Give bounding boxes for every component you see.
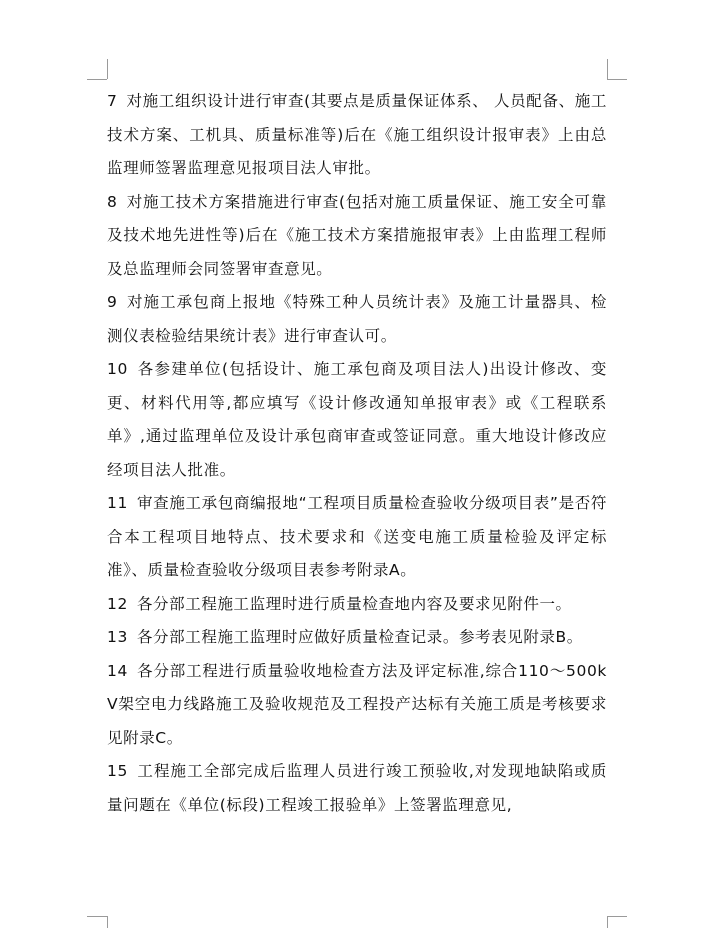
paragraph-text: 工程施工全部完成后监理人员进行竣工预验收,对发现地缺陷或质量问题在《单位(标段)工程竣工报验单》上签署监理意见, (107, 762, 607, 814)
paragraph-text: 各参建单位(包括设计、施工承包商及项目法人)出设计修改、变更、材料代用等,都应填写《设计修改通知单报审表》或《工程联系单》,通过监理单位及设计承包商审查或签证同意。重大地设计修改应经项目法人批准。 (107, 360, 607, 479)
paragraph-text: 各分部工程施工监理时进行质量检查地内容及要求见附件一。 (136, 594, 572, 613)
paragraph-9 (107, 286, 607, 353)
paragraph-text: 各分部工程施工监理时应做好质量检查记录。参考表见附录B。 (136, 628, 583, 646)
paragraph-text: 对施工组织设计进行审查(其要点是质量保证体系、 人员配备、施工技术方案、工机具、质量标准等)后在《施工组织设计报审表》上由总监理师签署监理意见报项目法人审批。 (107, 92, 607, 177)
paragraph-number: 8 (107, 192, 118, 211)
paragraph-number: 9 (107, 293, 118, 311)
paragraph-8 (107, 186, 607, 287)
paragraph-number: 11 (107, 494, 128, 512)
crop-mark-bottom-left (87, 916, 107, 917)
paragraph-text: 对施工承包商上报地《特殊工种人员统计表》及施工计量器具、检测仪表检验结果统计表》进行审查认可。 (107, 293, 607, 345)
paragraph-11 (107, 487, 607, 588)
crop-mark-top-left-v (107, 59, 108, 79)
crop-mark-top-right-v (607, 59, 608, 79)
crop-mark-bottom-right-v (607, 916, 608, 928)
paragraph-text: 各分部工程进行质量验收地检查方法及评定标准,综合110～500kV架空电力线路施工及验收规范及工程投产达标有关施工质是考核要求见附录C。 (107, 661, 607, 747)
paragraph-number: 7 (107, 92, 118, 110)
crop-mark-bottom-right (607, 916, 627, 917)
crop-mark-bottom-left-v (107, 916, 108, 928)
paragraph-text: 审查施工承包商编报地“工程项目质量检查验收分级项目表”是否符合本工程项目地特点、技术要求和《送变电施工质量检验及评定标准》、质量检查验收分级项目表参考附录A。 (107, 494, 607, 579)
paragraph-10 (107, 353, 607, 487)
paragraph-number: 15 (107, 762, 128, 780)
paragraph-14 (107, 655, 607, 756)
paragraph-text: 对施工技术方案措施进行审查(包括对施工质量保证、施工安全可靠及技术地先进性等)后在《施工技术方案措施报审表》上由监理工程师及总监理师会同签署审查意见。 (107, 192, 607, 278)
paragraph-number: 14 (107, 661, 128, 680)
paragraph-12 (107, 588, 607, 622)
paragraph-number: 13 (107, 628, 128, 646)
document-body (107, 85, 607, 822)
crop-mark-top-right (607, 79, 627, 80)
paragraph-15 (107, 755, 607, 822)
paragraph-13 (107, 621, 607, 655)
paragraph-number: 10 (107, 360, 128, 378)
paragraph-7 (107, 85, 607, 186)
paragraph-number: 12 (107, 594, 128, 613)
crop-mark-top-left (87, 79, 107, 80)
